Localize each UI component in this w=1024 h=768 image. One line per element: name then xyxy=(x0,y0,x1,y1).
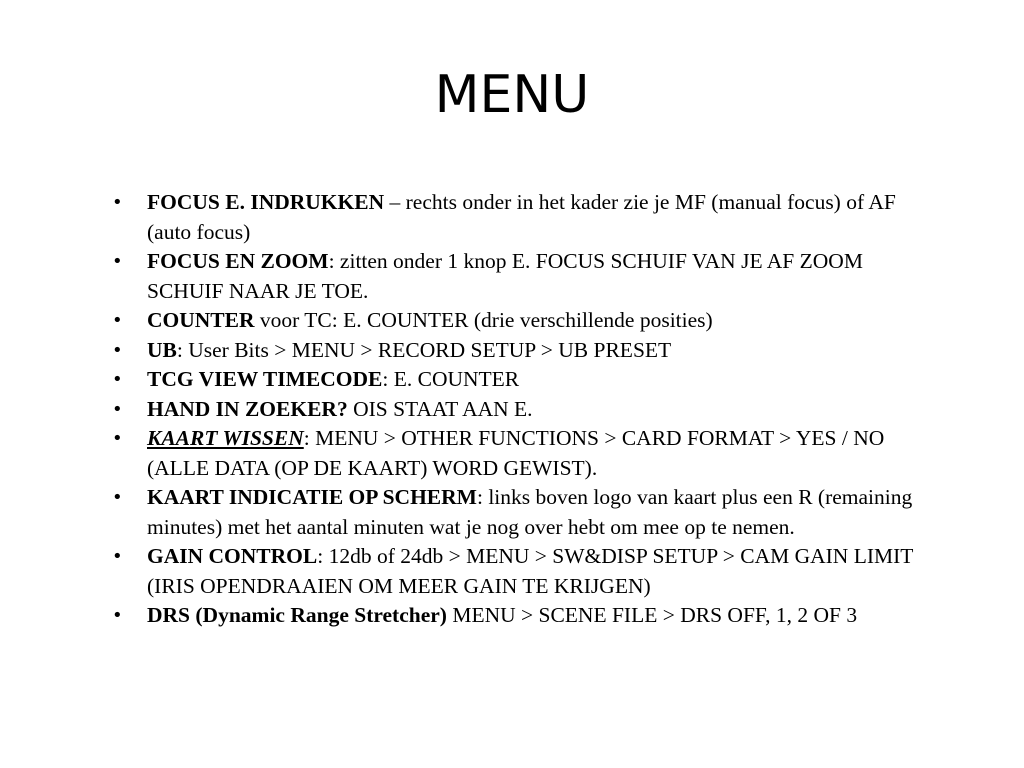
list-item-hand-in-zoeker xyxy=(112,395,924,425)
list-item-focus-en-zoom xyxy=(112,247,924,306)
item-lead: COUNTER xyxy=(147,308,255,332)
list-item-gain-control xyxy=(112,542,924,601)
bullet-icon: • xyxy=(112,339,123,361)
list-item-focus-indrukken xyxy=(112,188,924,247)
item-lead: TCG VIEW TIMECODE xyxy=(147,367,383,391)
item-text: voor TC: E. COUNTER (drie verschillende posities) xyxy=(254,308,713,332)
list-item-drs xyxy=(112,601,924,631)
item-text: – rechts onder in het kader zie je MF (manual focus) of AF (auto focus) xyxy=(147,190,896,244)
bullet-icon: • xyxy=(112,192,123,213)
bullet-list xyxy=(112,188,924,631)
item-text: : 12db of 24db > MENU > SW&DISP SETUP > CAM GAIN LIMIT (IRIS OPENDRAAIEN OM MEER GAIN TE KRIJGEN) xyxy=(147,544,914,598)
item-text: MENU > SCENE FILE > DRS OFF, 1, 2 OF 3 xyxy=(446,603,858,627)
item-lead: FOCUS E. INDRUKKEN xyxy=(147,190,385,214)
item-lead: FOCUS EN ZOOM xyxy=(147,249,329,273)
item-text: : links boven logo van kaart plus een R (remaining minutes) met het aantal minuten wat je nog over hebt om mee op te nemen. xyxy=(147,485,913,539)
bullet-icon: • xyxy=(112,369,123,390)
slide-title: MENU xyxy=(434,65,590,125)
list-item-kaart-indicatie xyxy=(112,483,924,542)
item-lead: HAND IN ZOEKER? xyxy=(147,396,348,421)
item-lead: UB xyxy=(147,337,177,362)
bullet-icon: • xyxy=(112,487,123,508)
bullet-icon: • xyxy=(112,605,123,626)
bullet-icon: • xyxy=(112,251,123,272)
item-text: : E. COUNTER xyxy=(382,367,520,391)
item-lead: KAART WISSEN xyxy=(147,426,304,450)
item-text: OIS STAAT AAN E. xyxy=(347,396,533,421)
item-text: : User Bits > MENU > RECORD SETUP > UB PRESET xyxy=(176,337,672,362)
item-text: : MENU > OTHER FUNCTIONS > CARD FORMAT > YES / NO (ALLE DATA (OP DE KAART) WORD GEWIST). xyxy=(147,426,885,480)
list-item-counter xyxy=(112,306,924,336)
item-lead: GAIN CONTROL xyxy=(147,544,318,568)
bullet-icon: • xyxy=(112,546,123,567)
list-item-ub xyxy=(112,336,924,366)
list-item-tcg-view-timecode xyxy=(112,365,924,395)
list-item-kaart-wissen xyxy=(112,424,924,483)
bullet-icon: • xyxy=(112,428,123,449)
item-lead: KAART INDICATIE OP SCHERM xyxy=(147,485,477,509)
item-lead: DRS (Dynamic Range Stretcher) xyxy=(147,603,447,627)
bullet-icon: • xyxy=(112,398,123,420)
bullet-icon: • xyxy=(112,310,123,331)
item-text: : zitten onder 1 knop E. FOCUS SCHUIF VAN JE AF ZOOM SCHUIF NAAR JE TOE. xyxy=(147,249,863,303)
